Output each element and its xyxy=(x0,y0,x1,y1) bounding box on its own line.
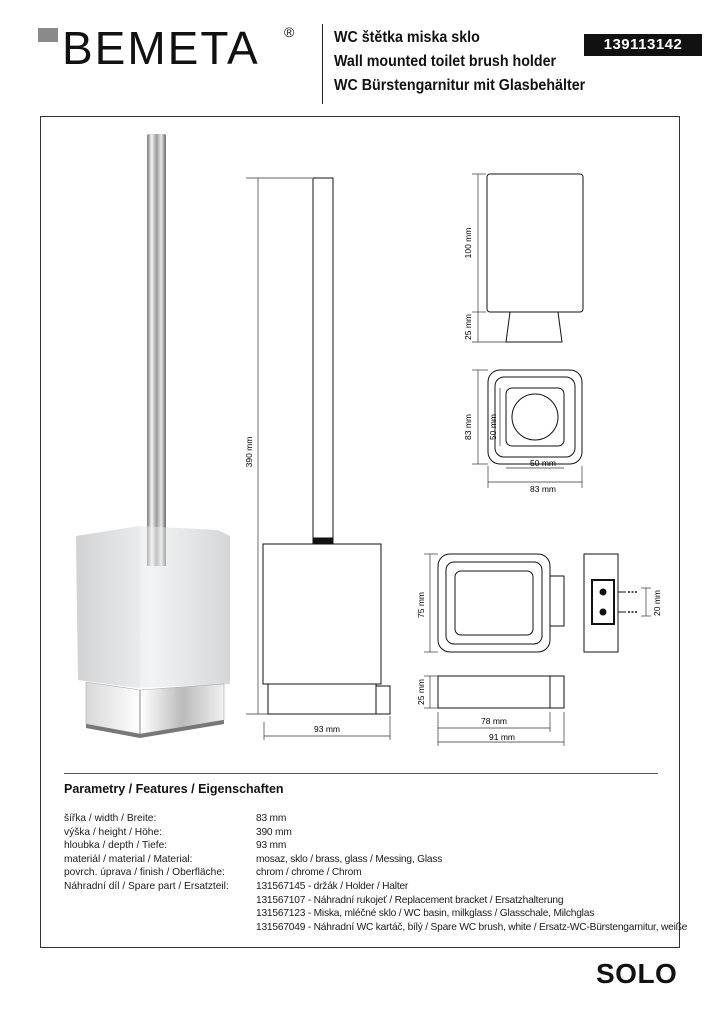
spec-value: 93 mm xyxy=(256,840,287,852)
title-czech: WC štětka miska sklo xyxy=(334,29,480,46)
features-title: Parametry / Features / Eigenschaften xyxy=(64,782,284,796)
spec-value: 131567049 - Náhradní WC kartáč, bílý / Spare WC brush, white / Ersatz-WC-Bürstengarnitur, weiße xyxy=(256,921,688,933)
dimension-height xyxy=(246,178,390,740)
dim-label-75: 75 mm xyxy=(416,592,426,618)
screw-icon-group xyxy=(628,592,638,612)
dim-label-390: 390 mm xyxy=(244,436,254,468)
features-divider xyxy=(64,773,658,774)
bracket-front-view xyxy=(438,554,564,652)
registered-mark: ® xyxy=(284,24,295,40)
cup-elevation xyxy=(487,174,583,342)
spec-value: 83 mm xyxy=(256,813,287,824)
dim-label-20: 20 mm xyxy=(652,590,662,616)
cup-dimensions xyxy=(472,174,506,342)
dim-label-83-v: 83 mm xyxy=(463,414,473,440)
spec-key: materiál / material / Material: xyxy=(64,853,193,865)
spec-value: mosaz, sklo / brass, glass / Messing, Glass xyxy=(256,853,443,865)
product-code: 139113142 xyxy=(584,34,702,56)
dim-label-50-v: 50 mm xyxy=(488,414,498,440)
dim-label-83-h: 83 mm xyxy=(530,484,556,494)
model-name: SOLO xyxy=(596,958,678,989)
dim-label-91: 91 mm xyxy=(489,732,515,742)
spec-key: šířka / width / Breite: xyxy=(64,813,157,824)
brand-name: BEMETA xyxy=(62,22,260,74)
spec-value: 131567145 - držák / Holder / Halter xyxy=(256,880,409,892)
spec-key: výška / height / Höhe: xyxy=(64,826,162,838)
dim-label-93: 93 mm xyxy=(314,724,340,734)
dim-label-25-cup: 25 mm xyxy=(463,314,473,340)
title-english: Wall mounted toilet brush holder xyxy=(334,53,557,70)
title-german: WC Bürstengarnitur mit Glasbehälter xyxy=(334,77,586,94)
spec-key: hloubka / depth / Tiefe: xyxy=(64,840,168,852)
spec-key: povrch. úprava / finish / Oberfläche: xyxy=(64,867,225,879)
dim-label-78: 78 mm xyxy=(481,716,507,726)
spec-value: chrom / chrome / Chrom xyxy=(256,867,362,879)
dim-label-25-bracket: 25 mm xyxy=(416,679,426,705)
spec-value: 131567107 - Náhradní rukojeť / Replacement bracket / Ersatzhalterung xyxy=(256,894,564,906)
spec-value: 390 mm xyxy=(256,826,292,838)
bracket-dimensions xyxy=(424,554,651,652)
product-photo xyxy=(76,134,230,738)
spec-value: 131567123 - Miska, mléčné sklo / WC basin, milkglass / Glasschale, Milchglas xyxy=(256,908,595,920)
dim-label-100: 100 mm xyxy=(463,227,473,259)
bracket-side-view xyxy=(584,554,626,652)
spec-key: Náhradní díl / Spare part / Ersatzteil: xyxy=(64,880,229,892)
side-elevation xyxy=(263,178,390,714)
dim-label-50-h: 50 mm xyxy=(530,458,556,468)
bracket-bottom-view xyxy=(438,676,564,708)
cup-top-view xyxy=(488,370,582,464)
